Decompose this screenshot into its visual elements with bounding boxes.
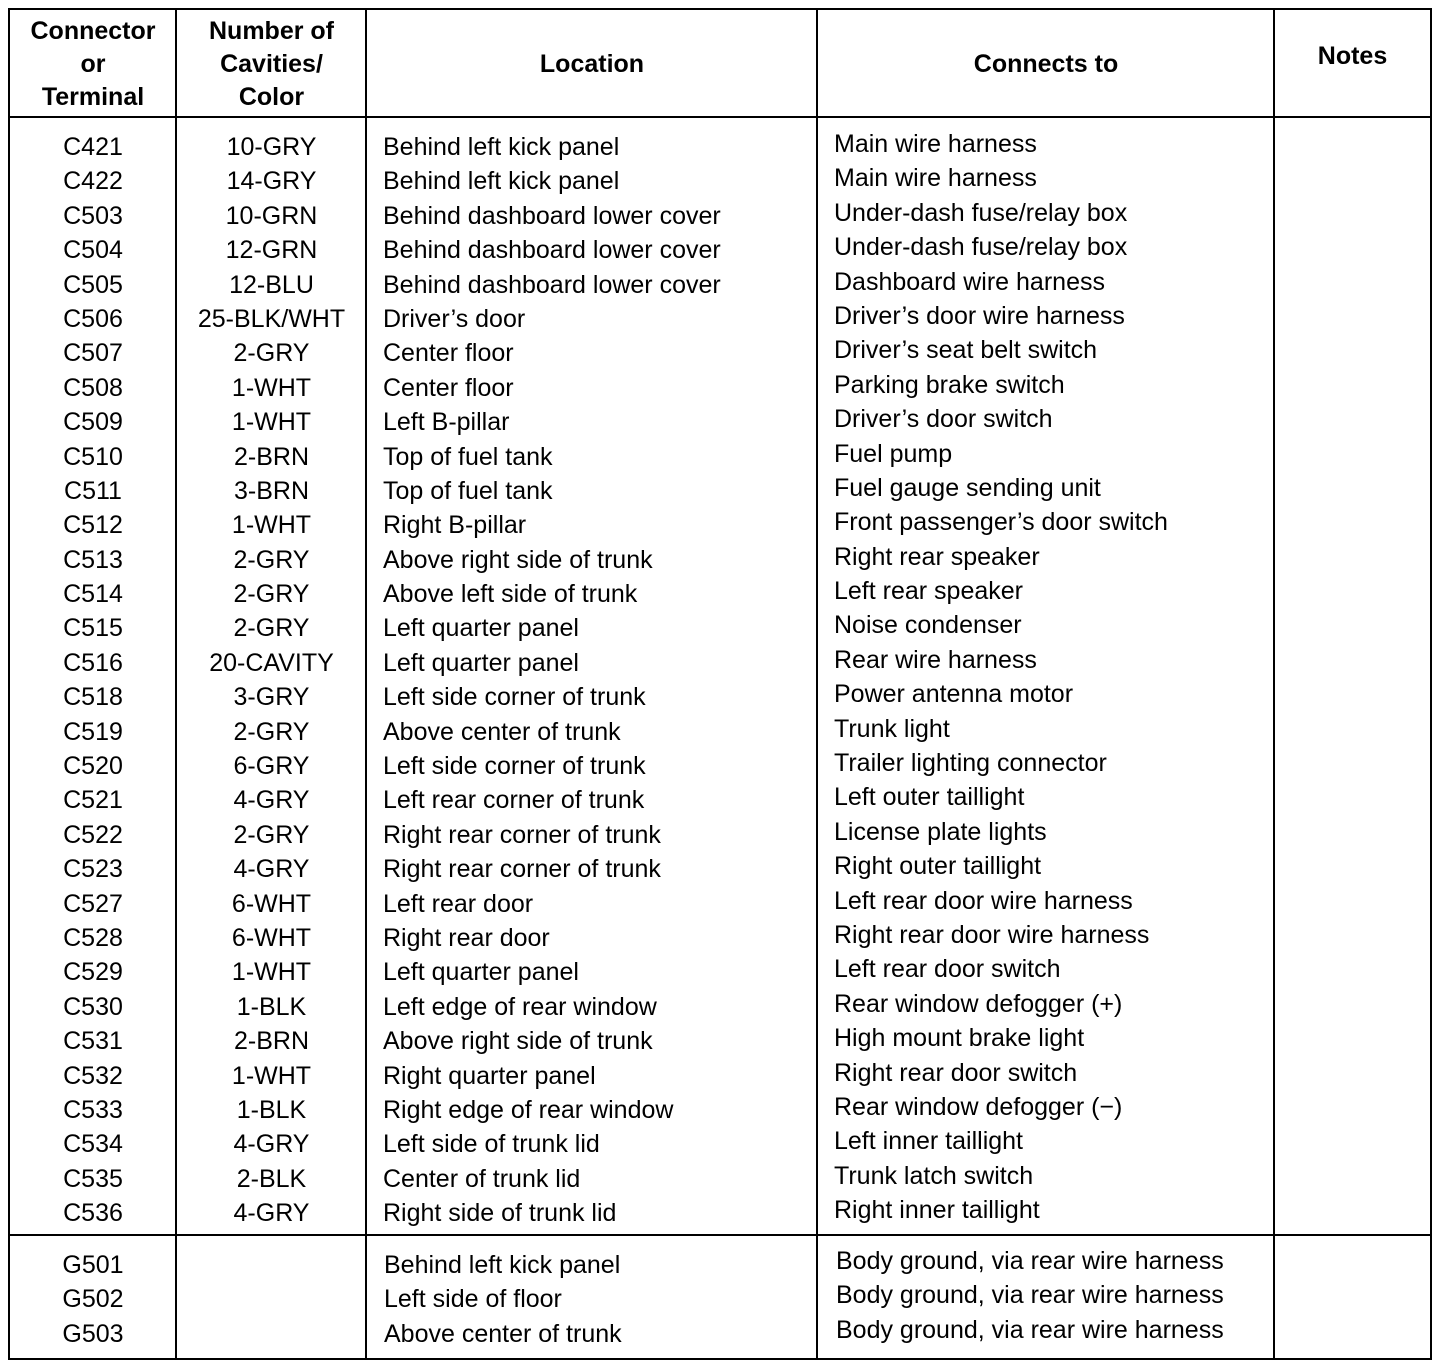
connects-to-cell: Trunk light — [834, 714, 950, 743]
cavities-color-cell: 6-WHT — [231, 889, 312, 918]
ground-connects-to-cell: Body ground, via rear wire harness — [836, 1281, 1224, 1310]
location-cell: Behind dashboard lower cover — [383, 270, 721, 299]
cavities-color-cell: 2-GRY — [233, 339, 310, 368]
cavities-color-cell: 1-WHT — [231, 373, 312, 402]
connector-id-cell: C506 — [63, 304, 123, 333]
location-cell: Right quarter panel — [383, 1061, 596, 1090]
cavities-color-cell: 1-WHT — [231, 958, 312, 987]
connector-id-cell: C514 — [63, 580, 123, 609]
connects-to-cell: Under-dash fuse/relay box — [834, 198, 1128, 227]
cavities-color-cell: 2-GRY — [233, 545, 310, 574]
location-cell: Left side of trunk lid — [383, 1130, 600, 1159]
location-cell: Above left side of trunk — [383, 580, 638, 609]
connects-to-cell: High mount brake light — [834, 1024, 1085, 1053]
cavities-color-cell: 2-GRY — [233, 717, 310, 746]
connects-to-cell: Main wire harness — [834, 130, 1037, 158]
connector-id-cell: C532 — [63, 1061, 123, 1090]
header-location: Location — [539, 49, 645, 78]
connector-id-cell: C510 — [63, 442, 123, 471]
location-cell: Top of fuel tank — [383, 476, 553, 505]
location-cell: Left side corner of trunk — [383, 752, 646, 781]
connects-to-cell: Rear window defogger (−) — [834, 1092, 1123, 1121]
column-divider — [1273, 10, 1275, 1358]
location-cell: Center floor — [383, 373, 514, 402]
location-cell: Right rear door — [383, 923, 550, 952]
ground-id-cell: G502 — [62, 1285, 124, 1314]
ground-location-cell: Behind left kick panel — [384, 1251, 621, 1279]
cavities-color-cell: 4-GRY — [233, 1199, 310, 1228]
connector-id-cell: C504 — [63, 236, 123, 265]
connector-id-cell: C515 — [63, 614, 123, 643]
connects-to-cell: Driver’s seat belt switch — [834, 336, 1098, 365]
location-cell: Right rear corner of trunk — [383, 820, 661, 849]
location-cell: Left edge of rear window — [383, 992, 657, 1021]
connector-id-cell: C505 — [63, 270, 123, 299]
connects-to-cell: Right inner taillight — [834, 1196, 1040, 1225]
cavities-color-cell: 14-GRY — [226, 167, 317, 196]
location-cell: Right B-pillar — [383, 511, 527, 540]
location-cell: Left rear corner of trunk — [383, 786, 645, 815]
connector-id-column — [10, 130, 176, 1231]
cavities-color-cell: 4-GRY — [233, 786, 310, 815]
connects-to-cell: Right rear speaker — [834, 542, 1040, 571]
connector-table — [8, 8, 1432, 1360]
connects-to-cell: Left outer taillight — [834, 783, 1025, 812]
connector-id-cell: C530 — [63, 992, 123, 1021]
cavities-color-cell: 10-GRY — [226, 133, 317, 161]
cavities-color-column — [177, 130, 366, 1231]
location-cell: Behind dashboard lower cover — [383, 201, 721, 230]
connects-to-cell: Power antenna motor — [834, 680, 1074, 709]
connects-to-cell: Driver’s door wire harness — [834, 301, 1125, 330]
connects-to-cell: Under-dash fuse/relay box — [834, 233, 1128, 262]
location-cell: Left rear door — [383, 889, 534, 918]
location-cell: Left quarter panel — [383, 614, 579, 643]
connector-id-cell: C522 — [63, 820, 123, 849]
location-cell: Center of trunk lid — [383, 1164, 581, 1193]
ground-section-divider — [10, 1234, 1430, 1236]
connects-to-cell: Driver’s door switch — [834, 405, 1053, 434]
connects-to-cell: License plate lights — [834, 817, 1047, 846]
connects-to-column — [834, 127, 1272, 1228]
header-notes: Notes — [1317, 42, 1388, 70]
ground-location-cell: Above center of trunk — [384, 1319, 622, 1348]
connector-id-cell: C509 — [63, 408, 123, 437]
header-connector-terminal: Connector or Terminal — [30, 16, 156, 111]
cavities-color-cell: 12-BLU — [229, 270, 314, 299]
location-cell: Top of fuel tank — [383, 442, 553, 471]
connects-to-cell: Noise condenser — [834, 611, 1022, 640]
connects-to-cell: Left rear speaker — [834, 577, 1023, 606]
connector-id-cell: C511 — [64, 476, 122, 505]
ground-location-cell: Left side of floor — [384, 1285, 562, 1314]
location-cell: Left side corner of trunk — [383, 683, 646, 712]
cavities-color-cell: 20-CAVITY — [209, 648, 334, 677]
cavities-color-cell: 6-WHT — [231, 923, 312, 952]
location-cell: Right side of trunk lid — [383, 1199, 617, 1228]
cavities-color-cell: 2-BRN — [233, 1027, 309, 1056]
cavities-color-cell: 10-GRN — [225, 201, 318, 230]
connector-id-cell: C536 — [63, 1199, 123, 1228]
ground-connects-to-column — [836, 1244, 1274, 1347]
cavities-color-cell: 12-GRN — [225, 236, 318, 265]
cavities-color-cell: 1-WHT — [231, 408, 312, 437]
connector-id-cell: C508 — [63, 373, 123, 402]
cavities-color-cell: 1-WHT — [231, 1061, 312, 1090]
connects-to-cell: Fuel gauge sending unit — [834, 473, 1101, 502]
cavities-color-cell: 1-BLK — [236, 992, 307, 1021]
connects-to-cell: Left rear door switch — [834, 955, 1061, 984]
connector-id-cell: C531 — [63, 1027, 123, 1056]
header-cavities-color: Number of Cavities/ Color — [209, 16, 334, 111]
ground-connects-to-cell: Body ground, via rear wire harness — [836, 1315, 1224, 1344]
location-cell: Behind left kick panel — [383, 167, 620, 196]
connector-id-cell: C507 — [63, 339, 123, 368]
location-cell: Above center of trunk — [383, 717, 621, 746]
connector-id-cell: C535 — [63, 1164, 123, 1193]
location-cell: Behind dashboard lower cover — [383, 236, 721, 265]
connector-id-cell: C534 — [63, 1130, 123, 1159]
ground-location-column — [384, 1248, 814, 1351]
connector-id-cell: C528 — [63, 923, 123, 952]
connects-to-cell: Dashboard wire harness — [834, 267, 1105, 296]
cavities-color-cell: 1-BLK — [236, 1095, 307, 1124]
connector-id-cell: C421 — [63, 133, 123, 161]
cavities-color-cell: 2-GRY — [233, 614, 310, 643]
connector-id-cell: C503 — [63, 201, 123, 230]
cavities-color-cell: 2-GRY — [233, 820, 310, 849]
connector-id-cell: C513 — [63, 545, 123, 574]
location-column — [383, 130, 813, 1231]
connector-id-cell: C527 — [63, 889, 123, 918]
ground-id-cell: G501 — [62, 1251, 124, 1279]
location-cell: Left quarter panel — [383, 958, 579, 987]
column-divider — [816, 10, 818, 1358]
header-connects-to: Connects to — [973, 49, 1119, 78]
location-cell: Right edge of rear window — [383, 1095, 674, 1124]
cavities-color-cell: 3-BRN — [233, 476, 309, 505]
cavities-color-cell: 2-BRN — [233, 442, 309, 471]
connector-id-cell: C520 — [63, 752, 123, 781]
connects-to-cell: Rear wire harness — [834, 645, 1037, 674]
location-cell: Driver’s door — [383, 304, 526, 333]
connects-to-cell: Right rear door switch — [834, 1058, 1078, 1087]
connector-id-cell: C516 — [63, 648, 123, 677]
connector-id-cell: C523 — [63, 855, 123, 884]
location-cell: Right rear corner of trunk — [383, 855, 661, 884]
ground-id-column — [10, 1248, 176, 1351]
connector-id-cell: C512 — [63, 511, 123, 540]
connects-to-cell: Right rear door wire harness — [834, 920, 1150, 949]
connector-id-cell: C519 — [63, 717, 123, 746]
cavities-color-cell: 2-GRY — [233, 580, 310, 609]
connector-id-cell: C521 — [63, 786, 123, 815]
connector-id-cell: C529 — [63, 958, 123, 987]
connects-to-cell: Main wire harness — [834, 164, 1037, 193]
connector-id-cell: C533 — [63, 1095, 123, 1124]
connects-to-cell: Trailer lighting connector — [834, 749, 1107, 778]
connects-to-cell: Parking brake switch — [834, 370, 1065, 399]
cavities-color-cell: 6-GRY — [233, 752, 310, 781]
cavities-color-cell: 2-BLK — [236, 1164, 307, 1193]
cavities-color-cell: 4-GRY — [233, 855, 310, 884]
connector-id-cell: C422 — [63, 167, 123, 196]
location-cell: Behind left kick panel — [383, 133, 620, 161]
ground-id-cell: G503 — [62, 1319, 124, 1348]
connects-to-cell: Left inner taillight — [834, 1127, 1024, 1156]
cavities-color-cell: 1-WHT — [231, 511, 312, 540]
connects-to-cell: Front passenger’s door switch — [834, 508, 1168, 537]
connects-to-cell: Right outer taillight — [834, 852, 1042, 881]
cavities-color-cell: 25-BLK/WHT — [197, 304, 346, 333]
cavities-color-cell: 3-GRY — [233, 683, 310, 712]
connects-to-cell: Trunk latch switch — [834, 1161, 1034, 1190]
connects-to-cell: Rear window defogger (+) — [834, 989, 1123, 1018]
location-cell: Above right side of trunk — [383, 545, 653, 574]
location-cell: Center floor — [383, 339, 514, 368]
cavities-color-cell: 4-GRY — [233, 1130, 310, 1159]
ground-connects-to-cell: Body ground, via rear wire harness — [836, 1247, 1224, 1275]
connects-to-cell: Fuel pump — [834, 439, 953, 468]
location-cell: Above right side of trunk — [383, 1027, 653, 1056]
location-cell: Left B-pillar — [383, 408, 510, 437]
connects-to-cell: Left rear door wire harness — [834, 886, 1133, 915]
location-cell: Left quarter panel — [383, 648, 579, 677]
connector-id-cell: C518 — [63, 683, 123, 712]
